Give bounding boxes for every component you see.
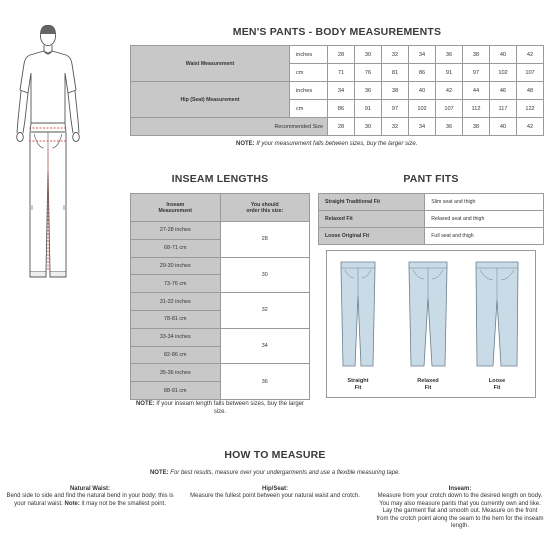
how-to-measure-note: NOTE: For best results, measure over your undergarments and use a flexible measuring tape. xyxy=(149,470,401,476)
loose-fit-pants-icon xyxy=(472,258,522,370)
straight-fit-pants-icon xyxy=(337,258,379,370)
hip-seat-instructions: Hip/Seat: Measure the fullest point between your natural waist and crotch. xyxy=(190,486,360,500)
inseam-note: NOTE: If your inseam length falls between sizes, buy the larger size. xyxy=(135,401,305,415)
inseam-title: INSEAM LENGTHS xyxy=(171,173,269,185)
pant-fits-table xyxy=(318,193,544,245)
body-measurements-table xyxy=(130,45,544,136)
table-row: Relaxed Fit Relaxed seat and thigh xyxy=(319,211,544,228)
inseam-instructions: Inseam: Measure from your crotch down to the desired length on body. You may also measure pants that you currently own and like. Lay the garment flat and smooth out. Measure on the front from the crotch point along the seam to the hem for the inseam length. xyxy=(376,486,544,530)
relaxed-fit-pants-icon xyxy=(405,258,451,370)
straight-fit-label: Straight Fit xyxy=(347,378,369,391)
how-to-measure-title: HOW TO MEASURE xyxy=(224,449,326,461)
natural-waist-instructions: Natural Waist: Bend side to side and find the natural bend in your body; this is your natural waist. Note: it may not be the smallest point. xyxy=(6,486,174,507)
body-measurements-note: NOTE: If your measurement falls between sizes, buy the larger size. xyxy=(236,141,418,147)
body-measurements-title: MEN'S PANTS - BODY MEASUREMENTS xyxy=(232,26,442,38)
loose-fit-label: Loose Fit xyxy=(488,378,506,391)
table-row: 88-91 cm xyxy=(131,382,310,400)
table-row: 31-32 inches 32 xyxy=(131,293,310,311)
table-row: 82-86 cm xyxy=(131,346,310,364)
table-row: cm 86 91 97 102 107 112 117 122 xyxy=(131,100,544,118)
waist-label: Waist Measurement xyxy=(131,46,290,82)
pant-fits-title: PANT FITS xyxy=(403,173,459,185)
table-row: Hip (Seat) Measurement inches 34 36 38 40 42 44 46 48 xyxy=(131,82,544,100)
table-row: 33-34 inches 34 xyxy=(131,328,310,346)
inseam-table xyxy=(130,193,310,400)
table-row: Straight Traditional Fit Slim seat and thigh xyxy=(319,194,544,211)
table-row: Loose Original Fit Full seat and thigh xyxy=(319,228,544,245)
table-row: 27-28 inches 28 xyxy=(131,222,310,240)
hip-label: Hip (Seat) Measurement xyxy=(131,82,290,118)
table-row: Inseam Measurement You should order this size: xyxy=(131,194,310,222)
recommended-size-label: Recommended Size xyxy=(131,118,328,136)
table-row: 73-76 cm xyxy=(131,275,310,293)
table-row: Waist Measurement inches 28 30 32 34 36 38 40 42 xyxy=(131,46,544,64)
table-row: Recommended Size 28 30 32 34 36 38 40 42 xyxy=(131,118,544,136)
relaxed-fit-label: Relaxed Fit xyxy=(417,378,439,391)
table-row: 35-36 inches 36 xyxy=(131,364,310,382)
table-row: 29-30 inches 30 xyxy=(131,257,310,275)
table-row: cm 71 76 81 86 91 97 102 107 xyxy=(131,64,544,82)
table-row: 78-81 cm xyxy=(131,310,310,328)
body-figure xyxy=(8,20,88,278)
table-row: 68-71 cm xyxy=(131,239,310,257)
